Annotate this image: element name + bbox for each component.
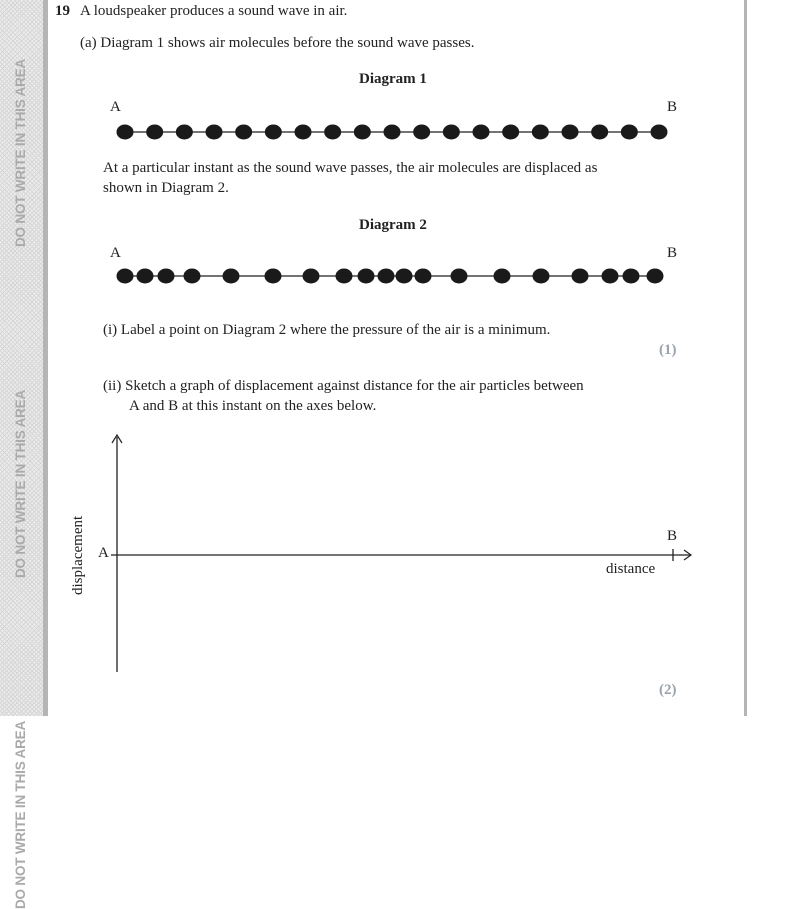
diagram2-label-b: B [667, 245, 678, 261]
air-molecule [176, 125, 193, 140]
air-molecule [146, 125, 163, 140]
air-molecule [623, 269, 640, 284]
air-molecule [158, 269, 175, 284]
part-ii-text-1: (ii) Sketch a graph of displacement against distance for the air particles between [103, 378, 584, 394]
air-molecule [396, 269, 413, 284]
air-molecule [265, 269, 282, 284]
air-molecule [223, 269, 240, 284]
part-ii-marks: (2) [659, 682, 677, 698]
air-molecule [184, 269, 201, 284]
air-molecule [591, 125, 608, 140]
margin-warning: DO NOT WRITE IN THIS AREA [13, 390, 28, 578]
part-a-text: (a) Diagram 1 shows air molecules before the sound wave passes. [80, 35, 475, 51]
air-molecule [336, 269, 353, 284]
air-molecule [358, 269, 375, 284]
air-molecule [502, 125, 519, 140]
diagram2 [117, 269, 664, 284]
part-i-marks: (1) [659, 342, 677, 358]
x-axis-label: distance [606, 561, 656, 577]
diagram1-title: Diagram 1 [359, 71, 427, 87]
air-molecule [354, 125, 371, 140]
air-molecule [265, 125, 282, 140]
air-molecule [473, 125, 490, 140]
question-stem: A loudspeaker produces a sound wave in air. [80, 3, 348, 19]
graph-origin-label: A [98, 545, 109, 561]
margin-warning: DO NOT WRITE IN THIS AREA [13, 721, 28, 909]
diagram1-label-b: B [667, 99, 678, 115]
air-molecule [206, 125, 223, 140]
air-molecule [295, 125, 312, 140]
graph-end-label: B [667, 528, 678, 544]
air-molecule [235, 125, 252, 140]
between-text-2: shown in Diagram 2. [103, 180, 229, 196]
air-molecule [117, 269, 134, 284]
air-molecule [494, 269, 511, 284]
diagram1-label-a: A [110, 99, 121, 115]
y-axis-label: displacement [70, 515, 86, 595]
diagram2-label-a: A [110, 245, 121, 261]
graph-axes[interactable] [111, 435, 691, 672]
air-molecule [651, 125, 668, 140]
air-molecule [137, 269, 154, 284]
diagram2-title: Diagram 2 [359, 217, 427, 233]
air-molecule [413, 125, 430, 140]
air-molecule [415, 269, 432, 284]
air-molecule [384, 125, 401, 140]
air-molecule [621, 125, 638, 140]
air-molecule [117, 125, 134, 140]
part-ii-text-2: A and B at this instant on the axes below. [129, 398, 377, 414]
air-molecule [572, 269, 589, 284]
diagram1 [117, 125, 668, 140]
air-molecule [532, 125, 549, 140]
air-molecule [602, 269, 619, 284]
air-molecule [303, 269, 320, 284]
air-molecule [451, 269, 468, 284]
air-molecule [533, 269, 550, 284]
air-molecule [647, 269, 664, 284]
question-number: 19 [55, 3, 70, 19]
air-molecule [378, 269, 395, 284]
between-text-1: At a particular instant as the sound wave passes, the air molecules are displaced as [103, 160, 598, 176]
margin-warning: DO NOT WRITE IN THIS AREA [13, 59, 28, 247]
air-molecule [324, 125, 341, 140]
part-i-text: (i) Label a point on Diagram 2 where the pressure of the air is a minimum. [103, 322, 551, 338]
air-molecule [443, 125, 460, 140]
air-molecule [562, 125, 579, 140]
